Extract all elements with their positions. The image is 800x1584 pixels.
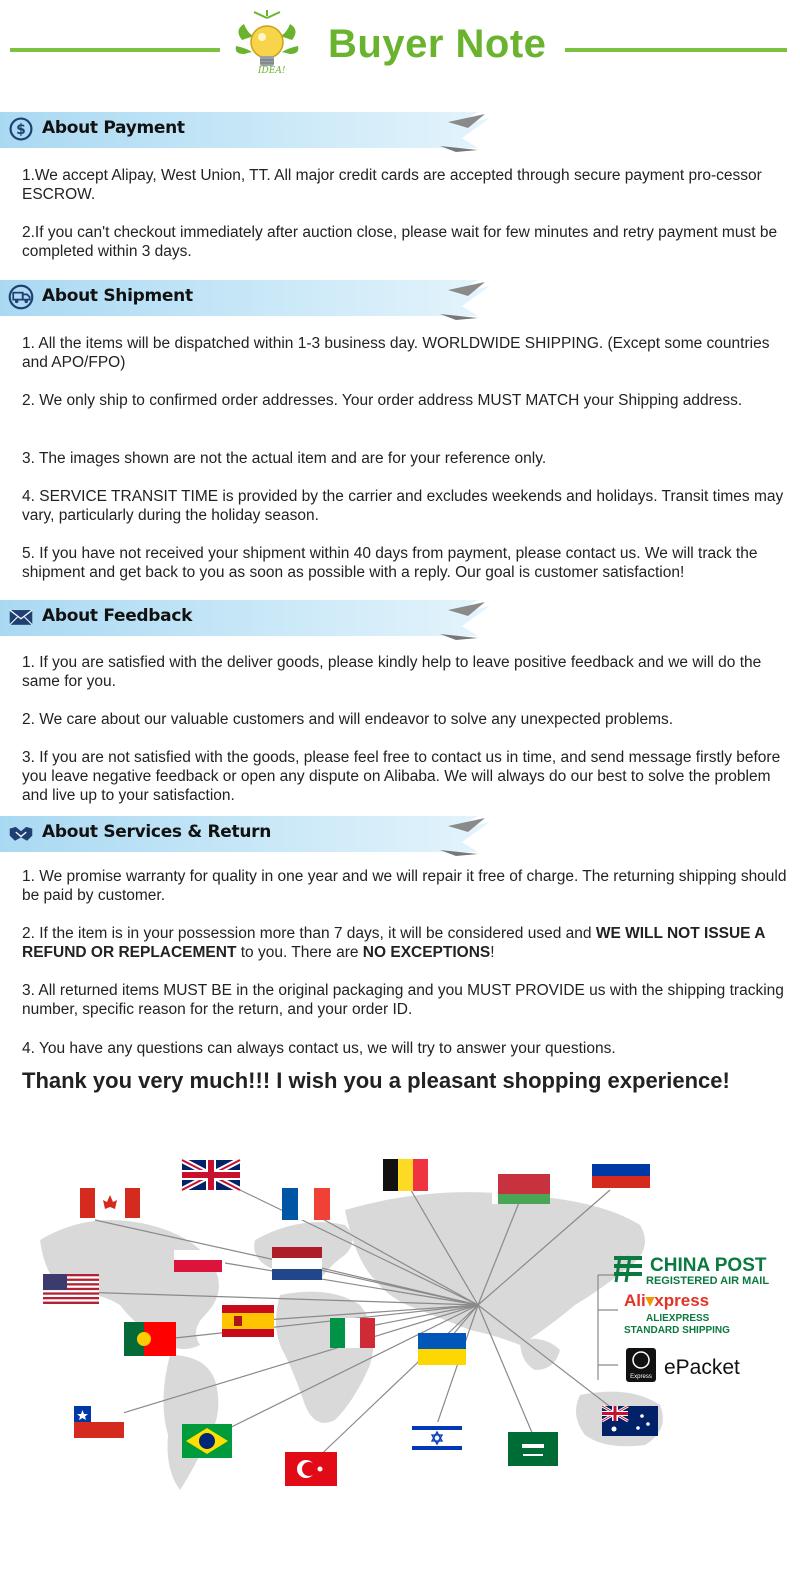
return-bold-text: NO EXCEPTIONS (362, 944, 491, 961)
flag-poland-icon (174, 1250, 222, 1272)
section-shipment (0, 276, 800, 581)
flag-saudi-arabia-icon (508, 1432, 558, 1466)
paragraph: 3. All returned items MUST BE in the original packaging and you MUST PROVIDE us with the shipping tracking number, specific reason for the return, and your order ID. (22, 982, 784, 1018)
world-shipping-map (0, 1130, 800, 1570)
paragraph: 3. The images shown are not the actual item and are for your reference only. (22, 450, 547, 467)
section-banner (0, 812, 500, 856)
thank-you-message: Thank you very much!!! I wish you a pleasant shopping experience! (22, 1068, 730, 1093)
flag-chile-icon (74, 1406, 124, 1438)
lightbulb-icon (232, 10, 302, 90)
paragraph-return-policy (22, 924, 787, 962)
china-post-label: CHINA POST (650, 1255, 767, 1276)
svg-text:$: $ (16, 122, 26, 139)
truck-icon (6, 284, 36, 310)
paragraph: 3. If you are not satisfied with the goods, please feel free to contact us in time, and send message firstly before you leave negative feedback or open any dispute on Alibaba. We will always do our best to solve the problem and live up to your satisfaction. (22, 749, 781, 804)
envelope-icon (6, 604, 36, 630)
flag-israel-icon (412, 1422, 462, 1454)
flag-france-icon (282, 1188, 330, 1220)
aliexpress-logo (624, 1291, 730, 1336)
china-post-logo (614, 1255, 769, 1287)
section-title: About Feedback (42, 606, 193, 626)
flag-italy-icon (330, 1318, 375, 1348)
flag-portugal-icon (124, 1322, 176, 1356)
paragraph: 4. You have any questions can always contact us, we will try to answer your questions. (22, 1040, 616, 1057)
aliexpress-sublabel-1: ALIEXPRESS (646, 1313, 710, 1324)
flag-united-kingdom-icon (182, 1160, 240, 1190)
paragraph: 1. If you are satisfied with the deliver goods, please kindly help to leave positive feedback and we will do the same for you. (22, 654, 762, 690)
flag-turkey-icon (285, 1452, 337, 1486)
section-banner (0, 108, 500, 152)
section-services-return (0, 812, 800, 1057)
return-bold-text: WE WILL NOT ISSUE A REFUND OR REPLACEMENT (22, 925, 765, 961)
handshake-icon (6, 820, 36, 846)
section-feedback (0, 596, 800, 804)
flag-belarus-icon (492, 1174, 550, 1204)
section-title: About Payment (42, 118, 185, 138)
page-title: Buyer Note (328, 22, 547, 66)
carrier-logos (614, 1255, 769, 1382)
section-title: About Services & Return (42, 822, 272, 842)
header-right-line (565, 48, 787, 52)
china-post-sublabel: REGISTERED AIR MAIL (646, 1275, 770, 1287)
buyer-note-header (0, 0, 800, 95)
paragraph: 1.We accept Alipay, West Union, TT. All major credit cards are accepted through secure payment pro-cessor ESCROW. (22, 167, 762, 203)
flag-united-states-icon (43, 1274, 99, 1304)
flag-russia-icon (592, 1152, 650, 1188)
header-left-line (10, 48, 220, 52)
section-title: About Shipment (42, 286, 193, 306)
paragraph: 2.If you can't checkout immediately after auction close, please wait for few minutes and retry payment must be completed within 3 days. (22, 224, 778, 260)
paragraph: 5. If you have not received your shipment within 40 days from payment, please contact us. We will track the shipment and get back to you as soon as possible with a reply. Our goal is customer satisfaction! (22, 545, 758, 581)
section-payment (0, 108, 800, 260)
paragraph: 1. All the items will be dispatched within 1-3 business day. WORLDWIDE SHIPPING. (Except some countries and APO/FPO) (22, 335, 770, 371)
epacket-badge-text: Express (630, 1374, 652, 1380)
dollar-icon (6, 116, 36, 142)
section-banner (0, 596, 500, 640)
section-banner (0, 276, 500, 320)
paragraph: 4. SERVICE TRANSIT TIME is provided by the carrier and excludes weekends and holidays. Transit times may vary, particularly during the holiday season. (22, 488, 784, 524)
flag-australia-icon (602, 1406, 658, 1436)
aliexpress-cart-icon: ▾ (645, 1291, 655, 1310)
flag-belgium-icon (383, 1159, 428, 1191)
paragraph: 2. We care about our valuable customers and will endeavor to solve any unexpected problems. (22, 711, 674, 728)
flag-canada-icon (80, 1188, 140, 1218)
return-text: ! (490, 944, 495, 961)
flag-brazil-icon (182, 1424, 232, 1458)
aliexpress-logo-text-b: xpress (654, 1291, 710, 1310)
return-text: 2. If the item is in your possession more than 7 days, it will be considered used and (22, 925, 596, 942)
flag-spain-icon (222, 1305, 274, 1337)
aliexpress-logo-text-a: Ali (624, 1291, 646, 1310)
epacket-label: ePacket (664, 1356, 740, 1379)
aliexpress-sublabel-2: STANDARD SHIPPING (624, 1325, 730, 1336)
flag-ukraine-icon (418, 1333, 466, 1365)
epacket-logo (626, 1348, 740, 1382)
logo-caption: IDEA! (258, 66, 286, 76)
paragraph: 1. We promise warranty for quality in one year and we will repair it free of charge. The returning shipping should be paid by customer. (22, 868, 787, 904)
paragraph: 2. We only ship to confirmed order addresses. Your order address MUST MATCH your Shipping address. (22, 392, 743, 409)
china-post-icon (614, 1256, 642, 1282)
svg-text:Ali▾xpress (624, 1291, 709, 1310)
return-text: to you. There are (236, 944, 363, 961)
flag-netherlands-icon (272, 1247, 322, 1280)
